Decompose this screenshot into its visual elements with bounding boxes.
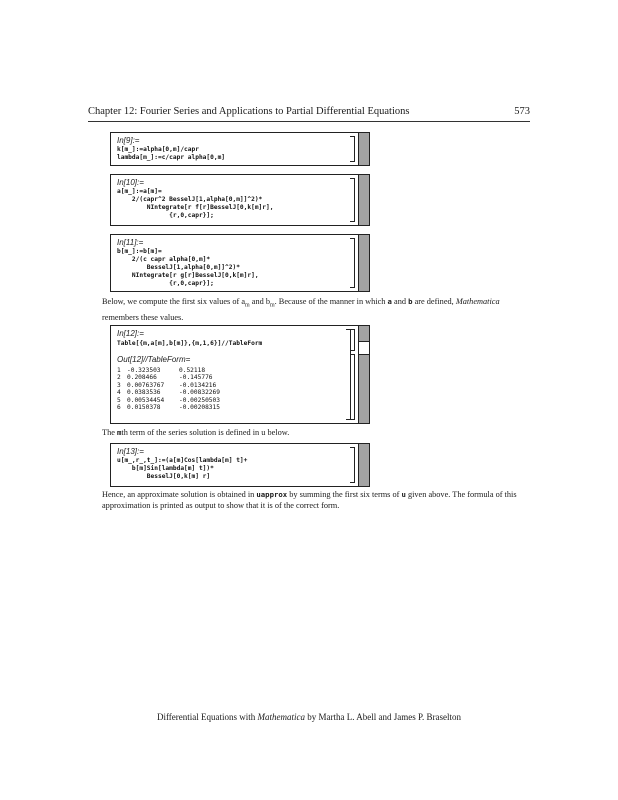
text: and b bbox=[249, 297, 270, 306]
subscript: m bbox=[245, 302, 250, 309]
table-row bbox=[117, 404, 239, 411]
cell-a: -0.323503 bbox=[127, 367, 161, 374]
text: remembers these values. bbox=[102, 312, 184, 322]
text: and bbox=[391, 297, 409, 306]
code-inline: a bbox=[387, 297, 392, 306]
cell-b: -0.145776 bbox=[179, 374, 213, 382]
cell-scrollbar[interactable] bbox=[358, 444, 369, 486]
table-row bbox=[117, 389, 239, 396]
group-bracket[interactable] bbox=[346, 329, 351, 420]
text: by summing the first six terms of bbox=[287, 490, 402, 499]
text: The bbox=[102, 428, 117, 437]
cell-bracket[interactable] bbox=[350, 447, 355, 483]
input-cell-13[interactable] bbox=[110, 443, 370, 487]
input-cell-11[interactable] bbox=[110, 234, 370, 292]
page-number: 573 bbox=[514, 106, 530, 117]
table-row bbox=[117, 374, 239, 381]
cell-bracket[interactable] bbox=[350, 238, 355, 288]
table-row bbox=[117, 367, 239, 374]
input-cell-9[interactable] bbox=[110, 132, 370, 166]
cell-m: 2 bbox=[117, 374, 121, 382]
text: Hence, an approximate solution is obtained in bbox=[102, 490, 257, 499]
input-output-cell-12[interactable] bbox=[110, 325, 370, 424]
cell-m: 1 bbox=[117, 367, 121, 374]
cell-label: In[9]:= bbox=[117, 136, 140, 145]
cell-bracket[interactable] bbox=[350, 178, 355, 222]
output-table bbox=[117, 367, 239, 411]
cell-code[interactable]: Table[{m,a[m],b[m]},{m,1,6}]//TableForm bbox=[117, 340, 263, 347]
cell-bracket[interactable] bbox=[350, 136, 355, 162]
cell-scrollbar[interactable] bbox=[358, 175, 369, 225]
cell-a: 0.208466 bbox=[127, 374, 157, 382]
cell-label: In[10]:= bbox=[117, 178, 144, 187]
text: given above. The formula of this approximation is printed as output to show that it is of the correct form. bbox=[102, 490, 517, 510]
output-label: Out[12]//TableForm= bbox=[117, 355, 191, 364]
cell-b: -0.0134216 bbox=[179, 381, 217, 389]
code-inline: u bbox=[401, 490, 406, 499]
cell-m: 6 bbox=[117, 403, 121, 411]
code-inline: uapprox bbox=[256, 490, 288, 499]
cell-m: 5 bbox=[117, 396, 121, 404]
subscript: m bbox=[269, 302, 275, 309]
cell-a: 0.0150378 bbox=[127, 403, 161, 411]
footer-text: Differential Equations with bbox=[156, 712, 258, 722]
cell-a: 0.0383536 bbox=[127, 389, 161, 397]
cell-a: 0.00763767 bbox=[127, 381, 165, 389]
cell-a: 0.00534454 bbox=[127, 396, 165, 404]
cell-b: -0.00208315 bbox=[179, 403, 220, 411]
cell-m: 4 bbox=[117, 389, 121, 397]
cell-b: 0.52118 bbox=[179, 367, 206, 374]
cell-code[interactable]: a[m_]:=a[m]= 2/(capr^2 BesselJ[1,alpha[0,m]]^2)* NIntegrate[r f[r]BesselJ[0,k[m]r], {r,0,capr}]; bbox=[117, 188, 274, 219]
cell-label: In[12]:= bbox=[117, 329, 144, 338]
cell-b: -0.00250503 bbox=[179, 396, 220, 404]
table-row bbox=[117, 382, 239, 389]
chapter-title: Chapter 12: Fourier Series and Applications to Partial Differential Equations bbox=[88, 106, 410, 117]
text: . Because of the manner in which bbox=[274, 297, 388, 306]
cell-label: In[11]:= bbox=[117, 238, 144, 247]
table-row bbox=[117, 397, 239, 404]
paragraph-approx bbox=[102, 489, 530, 511]
footer-italic: Mathematica bbox=[257, 712, 306, 722]
text: th term of the series solution is defined in u below. bbox=[121, 428, 290, 437]
cell-scrollbar[interactable] bbox=[358, 326, 369, 423]
code-inline: b bbox=[408, 297, 413, 306]
scroll-thumb[interactable] bbox=[359, 341, 369, 355]
cell-m: 3 bbox=[117, 381, 121, 389]
cell-scrollbar[interactable] bbox=[358, 235, 369, 291]
cell-code[interactable]: k[m_]:=alpha[0,m]/capr lambda[m_]:=c/capr alpha[0,m] bbox=[117, 146, 226, 161]
cell-scrollbar[interactable] bbox=[358, 133, 369, 165]
text: Below, we compute the first six values of a bbox=[102, 297, 246, 306]
text: are defined, bbox=[412, 297, 456, 306]
page-footer bbox=[0, 712, 618, 722]
italic-text: Mathematica bbox=[455, 297, 500, 306]
header-rule bbox=[88, 121, 530, 122]
footer-text: by Martha L. Abell and James P. Braselton bbox=[305, 712, 462, 722]
cell-code[interactable]: b[m_]:=b[m]= 2/(c capr alpha[0,m]* BesselJ[1,alpha[0,m]]^2)* NIntegrate[r g[r]BesselJ[0,k[m]r], {r,0,capr}]; bbox=[117, 248, 259, 287]
cell-code[interactable]: u[m_,r_,t_]:=(a[m]Cos[lambda[m] t]+ b[m]Sin[lambda[m] t])* BesselJ[0,k[m] r] bbox=[117, 457, 248, 480]
code-inline: m bbox=[116, 428, 122, 437]
cell-b: -0.00832269 bbox=[179, 389, 220, 397]
paragraph-intro-table bbox=[102, 296, 530, 323]
cell-label: In[13]:= bbox=[117, 447, 144, 456]
input-cell-10[interactable] bbox=[110, 174, 370, 226]
paragraph-mth-term bbox=[102, 427, 530, 438]
